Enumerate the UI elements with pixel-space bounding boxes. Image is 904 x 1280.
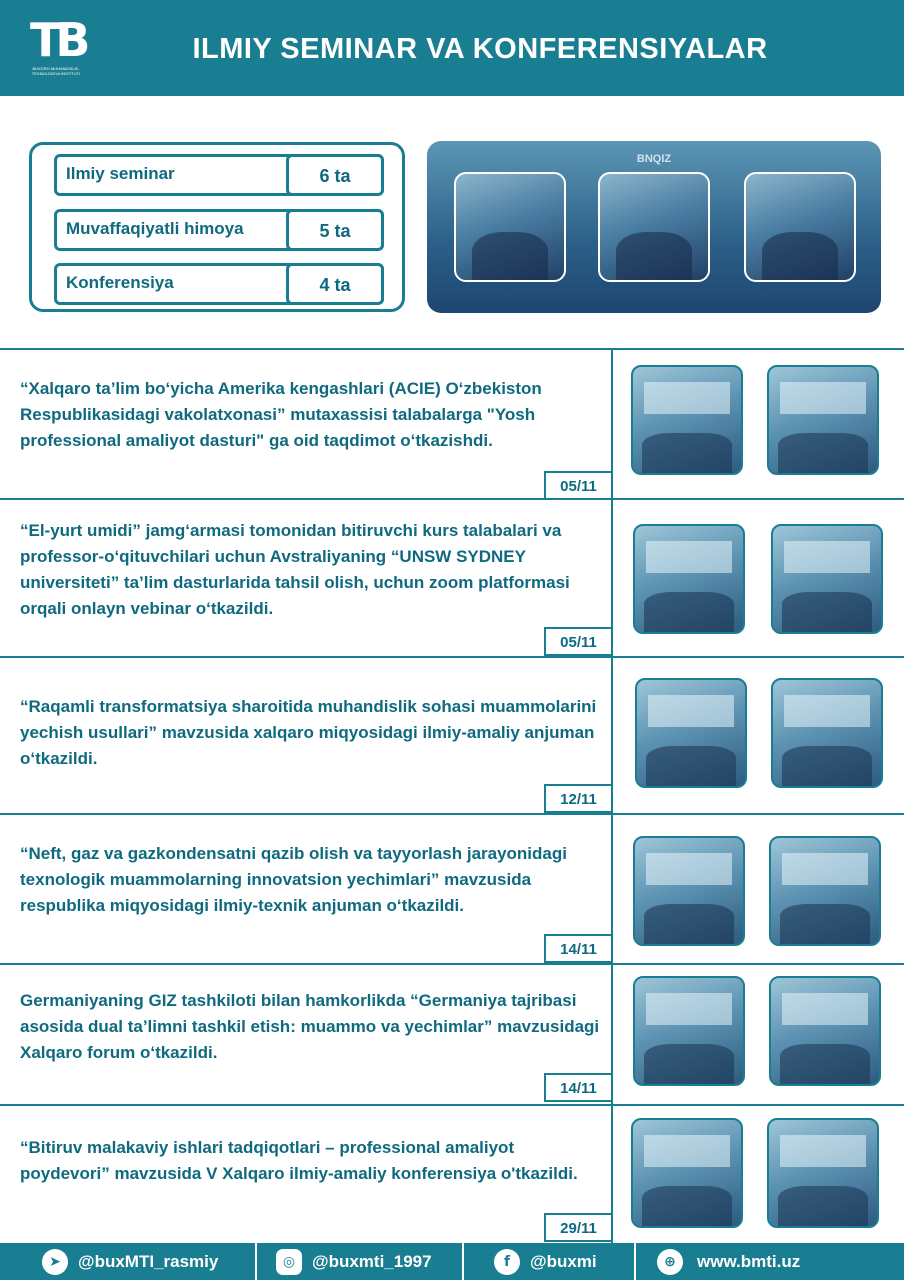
stat-row-conference xyxy=(54,263,384,305)
website-link[interactable] xyxy=(657,1243,800,1280)
hero-photo-collage xyxy=(427,141,881,313)
hero-photo-1 xyxy=(454,172,566,282)
facebook-handle: @buxmi xyxy=(530,1251,597,1271)
footer-separator xyxy=(462,1243,464,1280)
news-text: Germaniyaning GIZ tashkiloti bilan hamkorlikda “Germaniya tajribasi asosida dual ta’limni tashkil etish: muammo va yechimlar” mavzusidagi Xalqaro forum o‘tkazildi. xyxy=(20,991,600,1062)
instagram-link[interactable] xyxy=(276,1243,432,1280)
logo-caption: BUXORO MUHANDISLIK-TEXNOLOGIYA INSTITUTI xyxy=(31,66,81,76)
divider xyxy=(0,1104,904,1106)
facebook-icon: f xyxy=(494,1249,520,1275)
stat-label: Konferensiya xyxy=(66,273,174,292)
news-photo xyxy=(633,836,745,946)
globe-icon: ⊕ xyxy=(657,1249,683,1275)
news-photo xyxy=(635,678,747,788)
stat-value: 6 ta xyxy=(286,154,384,196)
instagram-handle: @buxmti_1997 xyxy=(312,1251,432,1271)
divider xyxy=(611,813,613,963)
news-text: “Xalqaro ta’lim bo‘yicha Amerika kengashlari (ACIE) O‘zbekiston Respublikasidagi vakolatxonasi” mutaxassisi talabalarga "Yosh professional amaliyot dasturi" ga oid taqdimot o‘tkazishdi. xyxy=(20,379,542,450)
news-date: 05/11 xyxy=(544,471,611,500)
news-text: “El-yurt umidi” jamg‘armasi tomonidan bitiruvchi kurs talabalari va professor-o‘qituvchilari uchun Avstraliyaning “UNSW SYDNEY universiteti” ta’lim dasturlarida tahsil olish, uchun zoom platformasi orqali onlayn vebinar o‘tkazildi. xyxy=(20,521,570,618)
stat-value: 5 ta xyxy=(286,209,384,251)
stats-panel xyxy=(29,142,405,312)
hero-photo-2 xyxy=(598,172,710,282)
header-bar xyxy=(0,0,904,96)
news-photo xyxy=(631,365,743,475)
divider xyxy=(611,348,613,498)
divider xyxy=(0,498,904,500)
news-date: 14/11 xyxy=(544,934,611,963)
news-photo xyxy=(631,1118,743,1228)
divider xyxy=(611,656,613,813)
divider xyxy=(611,498,613,656)
footer-bar xyxy=(0,1243,904,1280)
hero-photo-3 xyxy=(744,172,856,282)
news-photo xyxy=(633,976,745,1086)
news-date: 29/11 xyxy=(544,1213,611,1242)
news-photo xyxy=(767,1118,879,1228)
news-photo xyxy=(769,976,881,1086)
news-photo xyxy=(771,524,883,634)
footer-separator xyxy=(255,1243,257,1280)
stat-row-defense xyxy=(54,209,384,251)
telegram-link[interactable] xyxy=(42,1243,218,1280)
news-photo xyxy=(769,836,881,946)
institute-logo xyxy=(30,13,85,80)
instagram-icon: ◎ xyxy=(276,1249,302,1275)
news-date: 12/11 xyxy=(544,784,611,813)
news-date: 05/11 xyxy=(544,627,611,656)
news-text: “Neft, gaz va gazkondensatni qazib olish va tayyorlash jarayonidagi texnologik muammolarning innovatsion yechimlari” mavzusida respublika miqyosidagi ilmiy-texnik anjuman o‘tkazildi. xyxy=(20,844,567,915)
stat-row-seminar xyxy=(54,154,384,196)
divider xyxy=(0,348,904,350)
news-date: 14/11 xyxy=(544,1073,611,1102)
footer-separator xyxy=(634,1243,636,1280)
news-photo xyxy=(633,524,745,634)
divider xyxy=(0,963,904,965)
logo-mark: TB xyxy=(30,13,85,67)
stat-label: Muvaffaqiyatli himoya xyxy=(66,219,244,238)
website-url: www.bmti.uz xyxy=(697,1251,801,1271)
stat-label: Ilmiy seminar xyxy=(66,164,175,183)
divider xyxy=(0,656,904,658)
stat-value: 4 ta xyxy=(286,263,384,305)
news-photo xyxy=(771,678,883,788)
news-text: “Raqamli transformatsiya sharoitida muhandislik sohasi muammolarini yechish usullari” mavzusida xalqaro miqyosidagi ilmiy-amaliy anjuman o‘tkazildi. xyxy=(20,697,597,768)
news-photo xyxy=(767,365,879,475)
divider xyxy=(611,963,613,1104)
telegram-icon: ➤ xyxy=(42,1249,68,1275)
facebook-link[interactable] xyxy=(494,1243,597,1280)
news-text: “Bitiruv malakaviy ishlari tadqiqotlari – professional amaliyot poydevori” mavzusida V Xalqaro ilmiy-amaliy konferensiya o'tkazildi. xyxy=(20,1138,578,1183)
page-title: ILMIY SEMINAR VA KONFERENSIYALAR xyxy=(192,33,768,65)
telegram-handle: @buxMTI_rasmiy xyxy=(78,1251,219,1271)
divider xyxy=(611,1104,613,1243)
divider xyxy=(0,813,904,815)
hero-banner-text: BNQIZ xyxy=(636,153,672,165)
